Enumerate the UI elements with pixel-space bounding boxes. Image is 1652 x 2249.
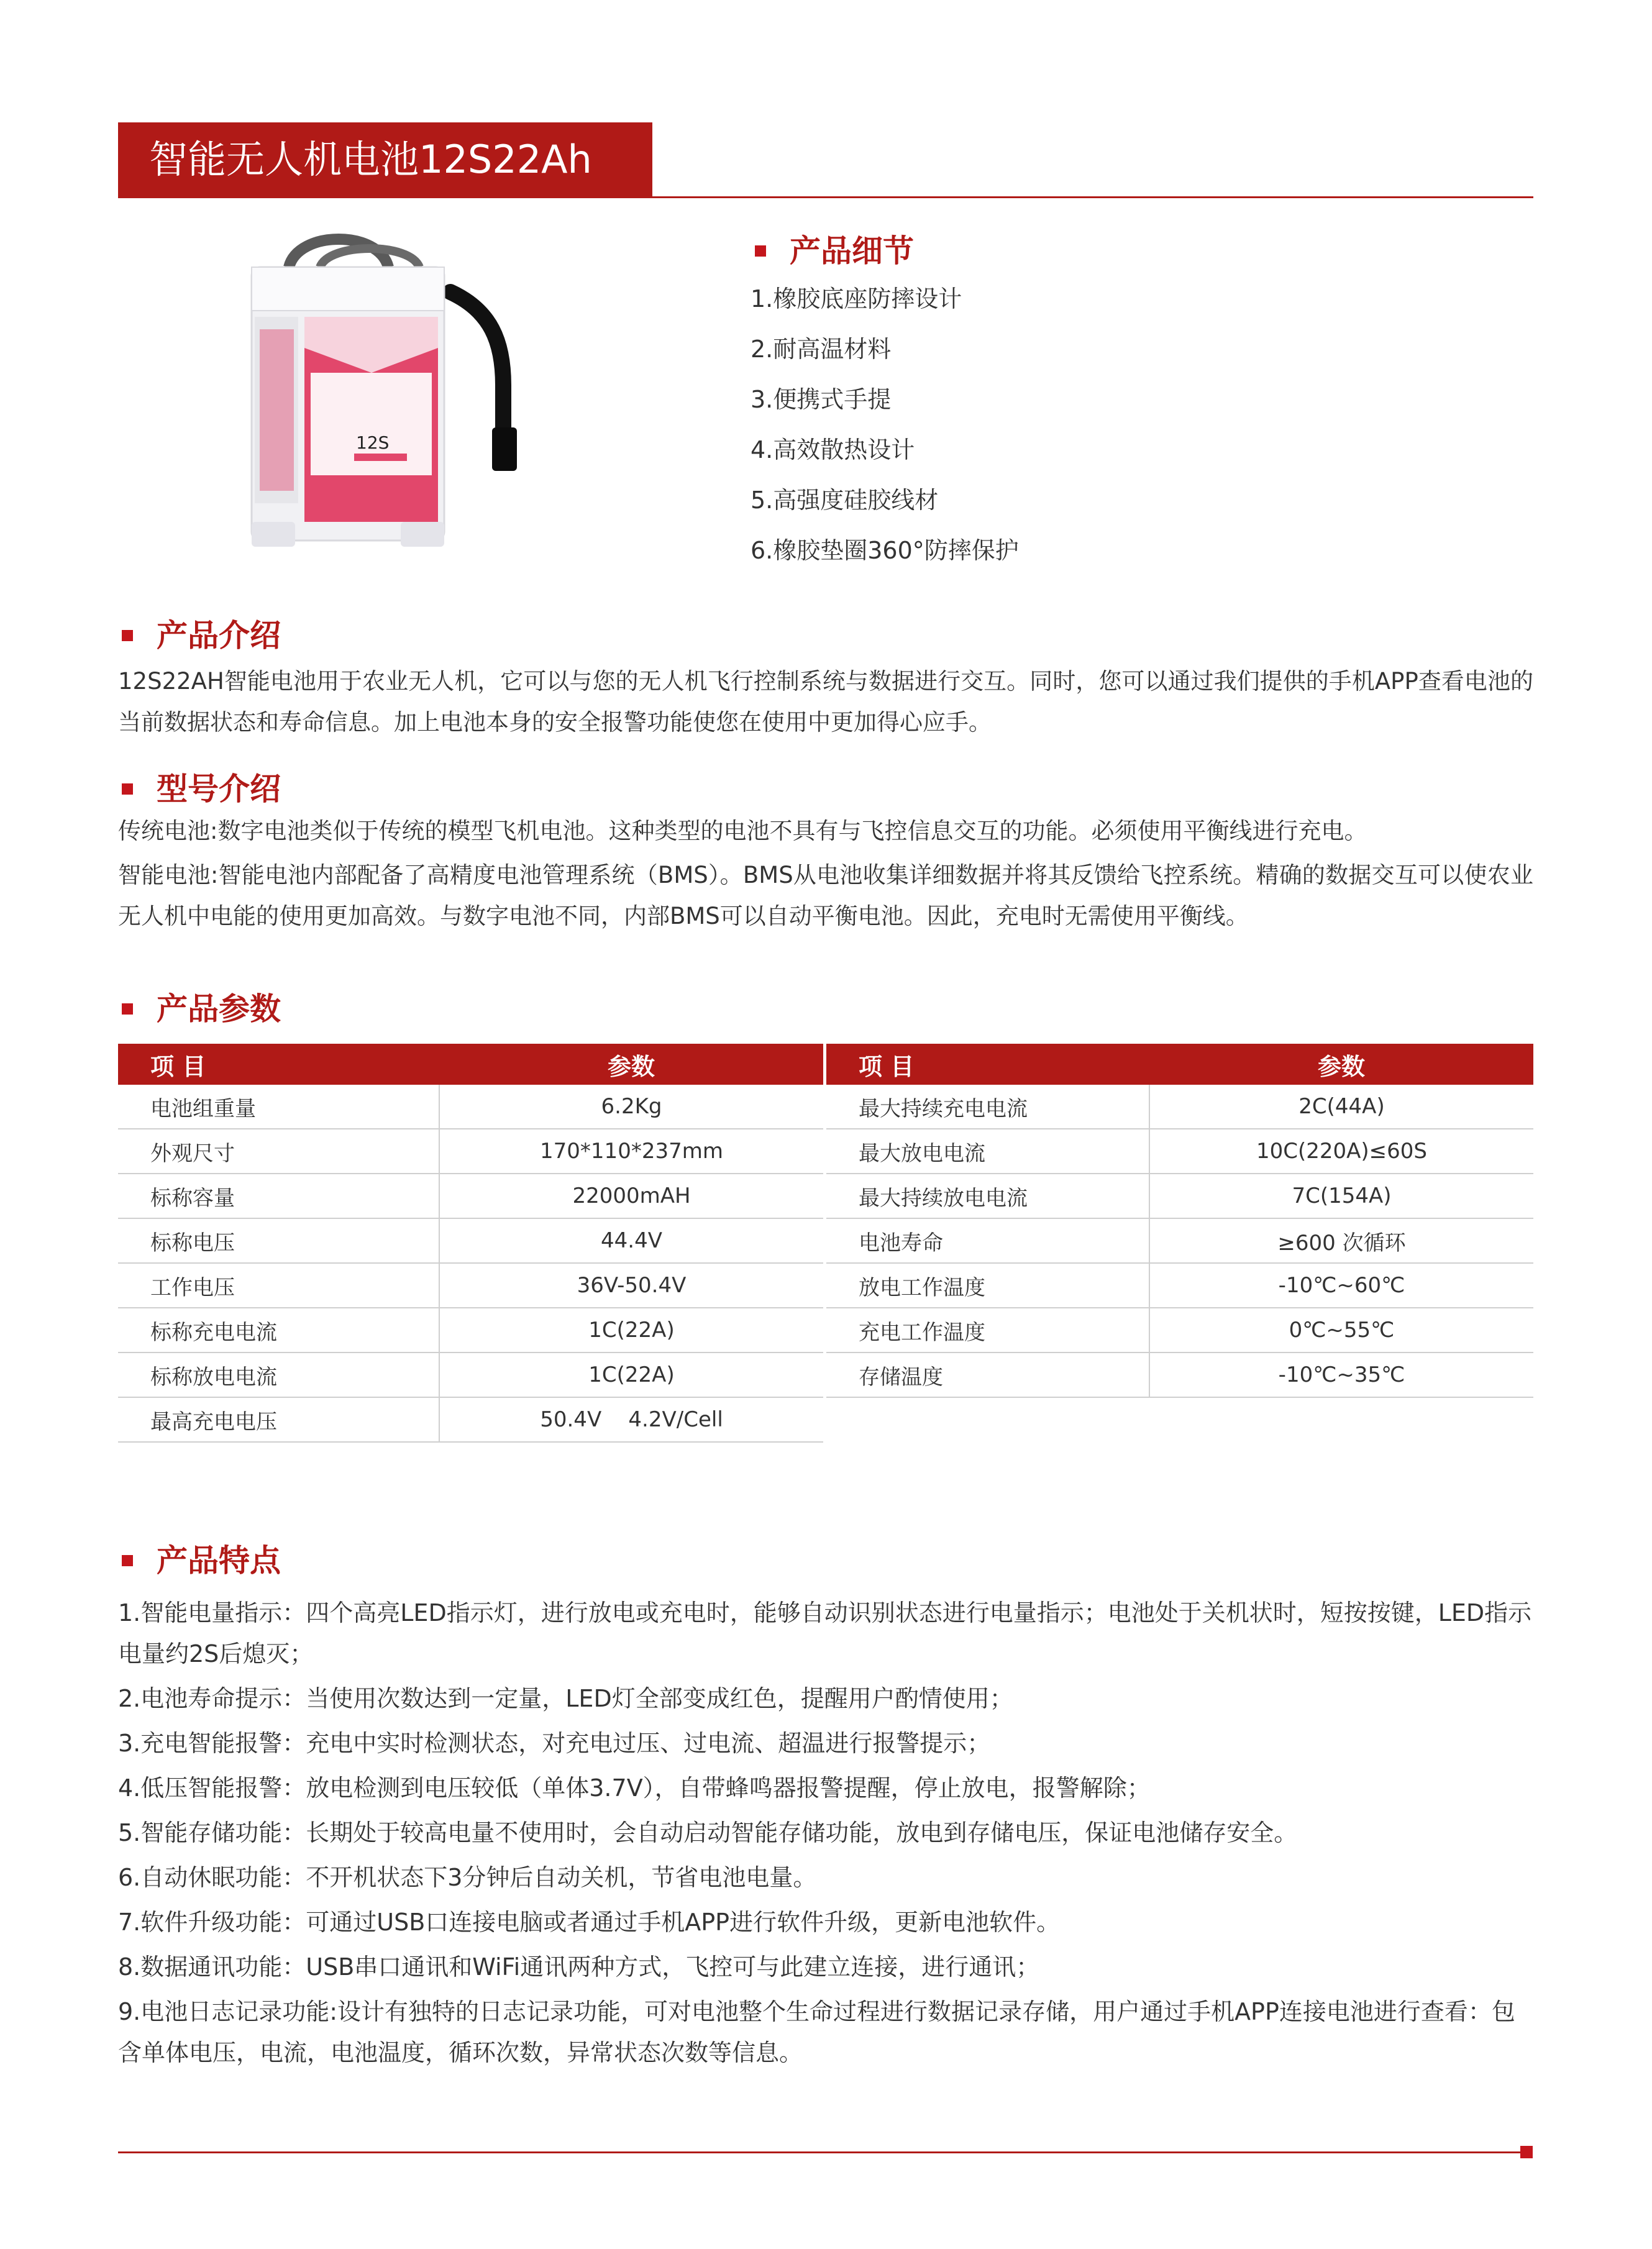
param-name: 标称容量	[118, 1174, 439, 1218]
table-row	[826, 1263, 1533, 1308]
battery-label-model: 12S	[356, 432, 390, 453]
table-row	[118, 1085, 823, 1129]
table-row	[118, 1174, 823, 1218]
table-row	[826, 1129, 1533, 1174]
param-value: ≥600 次循环	[1149, 1218, 1533, 1263]
column-header-value: 参数	[439, 1044, 823, 1085]
column-header-item: 项 目	[118, 1044, 439, 1085]
param-name: 电池组重量	[118, 1085, 439, 1129]
bullet-square-icon	[122, 783, 133, 795]
param-name: 标称放电电流	[118, 1353, 439, 1397]
param-value: 7C(154A)	[1149, 1174, 1533, 1218]
table-row	[826, 1308, 1533, 1353]
table-row	[118, 1129, 823, 1174]
param-name: 工作电压	[118, 1263, 439, 1308]
battery-image	[230, 230, 578, 553]
table-row	[826, 1174, 1533, 1218]
param-value: 10C(220A)≤60S	[1149, 1129, 1533, 1174]
param-value: 170*110*237mm	[439, 1129, 823, 1174]
feature-item: 2.电池寿命提示：当使用次数达到一定量，LED灯全部变成红色，提醒用户酌情使用；	[118, 1685, 1013, 1712]
table-row	[118, 1218, 823, 1263]
param-value: 22000mAH	[439, 1174, 823, 1218]
table-row	[118, 1263, 823, 1308]
detail-item: 3.便携式手提	[751, 386, 892, 413]
intro-text: 12S22AH智能电池用于农业无人机，它可以与您的无人机飞行控制系统与数据进行交互。同时，您可以通过我们提供的手机APP查看电池的当前数据状态和寿命信息。加上电池本身的安全报警功能使您在使用中更加得心应手。	[118, 668, 1533, 736]
footer-rule	[118, 2151, 1522, 2153]
page-title: 智能无人机电池12S22Ah	[149, 137, 592, 182]
models-heading: 型号介绍	[122, 770, 281, 808]
feature-item: 6.自动休眠功能：不开机状态下3分钟后自动关机，节省电池电量。	[118, 1864, 817, 1891]
column-header-item: 项 目	[826, 1044, 1149, 1085]
bullet-square-icon	[122, 630, 133, 641]
detail-item: 5.高强度硅胶线材	[751, 486, 939, 514]
param-name: 电池寿命	[826, 1218, 1149, 1263]
table-row	[826, 1218, 1533, 1263]
features-heading: 产品特点	[122, 1542, 281, 1579]
table-row	[118, 1397, 823, 1442]
table-row	[118, 1353, 823, 1397]
param-name: 最大放电电流	[826, 1129, 1149, 1174]
param-name: 最大持续放电电流	[826, 1174, 1149, 1218]
param-value: 2C(44A)	[1149, 1085, 1533, 1129]
param-value: 1C(22A)	[439, 1353, 823, 1397]
params-heading: 产品参数	[122, 990, 281, 1028]
bullet-square-icon	[122, 1003, 133, 1015]
param-name: 标称充电电流	[118, 1308, 439, 1353]
param-name: 最高充电电压	[118, 1397, 439, 1442]
param-name: 外观尺寸	[118, 1129, 439, 1174]
params-table-right	[826, 1044, 1533, 1398]
feature-item: 4.低压智能报警：放电检测到电压较低（单体3.7V），自带蜂鸣器报警提醒，停止放电，报警解除；	[118, 1774, 1151, 1802]
bullet-square-icon	[755, 245, 766, 257]
param-name: 充电工作温度	[826, 1308, 1149, 1353]
features-list	[118, 1592, 1533, 2077]
param-name: 最大持续充电电流	[826, 1085, 1149, 1129]
column-header-value: 参数	[1149, 1044, 1533, 1085]
table-row	[826, 1085, 1533, 1129]
param-value: 0℃~55℃	[1149, 1308, 1533, 1353]
details-heading: 产品细节	[755, 232, 914, 270]
table-row	[826, 1353, 1533, 1397]
feature-item: 3.充电智能报警：充电中实时检测状态，对充电过压、过电流、超温进行报警提示；	[118, 1730, 991, 1757]
param-value: 36V-50.4V	[439, 1263, 823, 1308]
details-list	[751, 285, 1019, 565]
feature-item: 9.电池日志记录功能:设计有独特的日志记录功能，可对电池整个生命过程进行数据记录存储，用户通过手机APP连接电池进行查看：包含单体电压，电流，电池温度，循环次数，异常状态次数等信息。	[118, 1998, 1515, 2066]
detail-item: 2.耐高温材料	[751, 335, 892, 363]
param-value: 1C(22A)	[439, 1308, 823, 1353]
param-name: 标称电压	[118, 1218, 439, 1263]
feature-item: 5.智能存储功能：长期处于较高电量不使用时，会自动启动智能存储功能，放电到存储电压，保证电池储存安全。	[118, 1819, 1298, 1846]
models-text-smart: 智能电池:智能电池内部配备了高精度电池管理系统（BMS）。BMS从电池收集详细数据并将其反馈给飞控系统。精确的数据交互可以使农业无人机中电能的使用更加高效。与数字电池不同，内部BMS可以自动平衡电池。因此，充电时无需使用平衡线。	[118, 862, 1533, 929]
param-name: 存储温度	[826, 1353, 1149, 1397]
params-table-left	[118, 1044, 823, 1443]
detail-item: 4.高效散热设计	[751, 436, 915, 463]
detail-item: 1.橡胶底座防摔设计	[751, 285, 962, 312]
feature-item: 1.智能电量指示：四个高亮LED指示灯，进行放电或充电时，能够自动识别状态进行电量指示；电池处于关机状时，短按按键，LED指示电量约2S后熄灭；	[118, 1599, 1532, 1667]
param-value: 6.2Kg	[439, 1085, 823, 1129]
footer-square-icon	[1520, 2146, 1533, 2158]
table-row	[118, 1308, 823, 1353]
intro-heading: 产品介绍	[122, 617, 281, 654]
models-text-traditional: 传统电池:数字电池类似于传统的模型飞机电池。这种类型的电池不具有与飞控信息交互的功能。必须使用平衡线进行充电。	[118, 818, 1367, 844]
feature-item: 7.软件升级功能：可通过USB口连接电脑或者通过手机APP进行软件升级，更新电池软件。	[118, 1909, 1061, 1936]
param-value: 50.4V 4.2V/Cell	[439, 1397, 823, 1442]
detail-item: 6.橡胶垫圈360°防摔保护	[751, 537, 1019, 564]
param-value: -10℃~60℃	[1149, 1263, 1533, 1308]
param-value: -10℃~35℃	[1149, 1353, 1533, 1397]
title-rule	[652, 196, 1533, 198]
param-name: 放电工作温度	[826, 1263, 1149, 1308]
param-value: 44.4V	[439, 1218, 823, 1263]
feature-item: 8.数据通讯功能：USB串口通讯和WiFi通讯两种方式，飞控可与此建立连接，进行通讯；	[118, 1953, 1040, 1981]
bullet-square-icon	[122, 1555, 133, 1566]
